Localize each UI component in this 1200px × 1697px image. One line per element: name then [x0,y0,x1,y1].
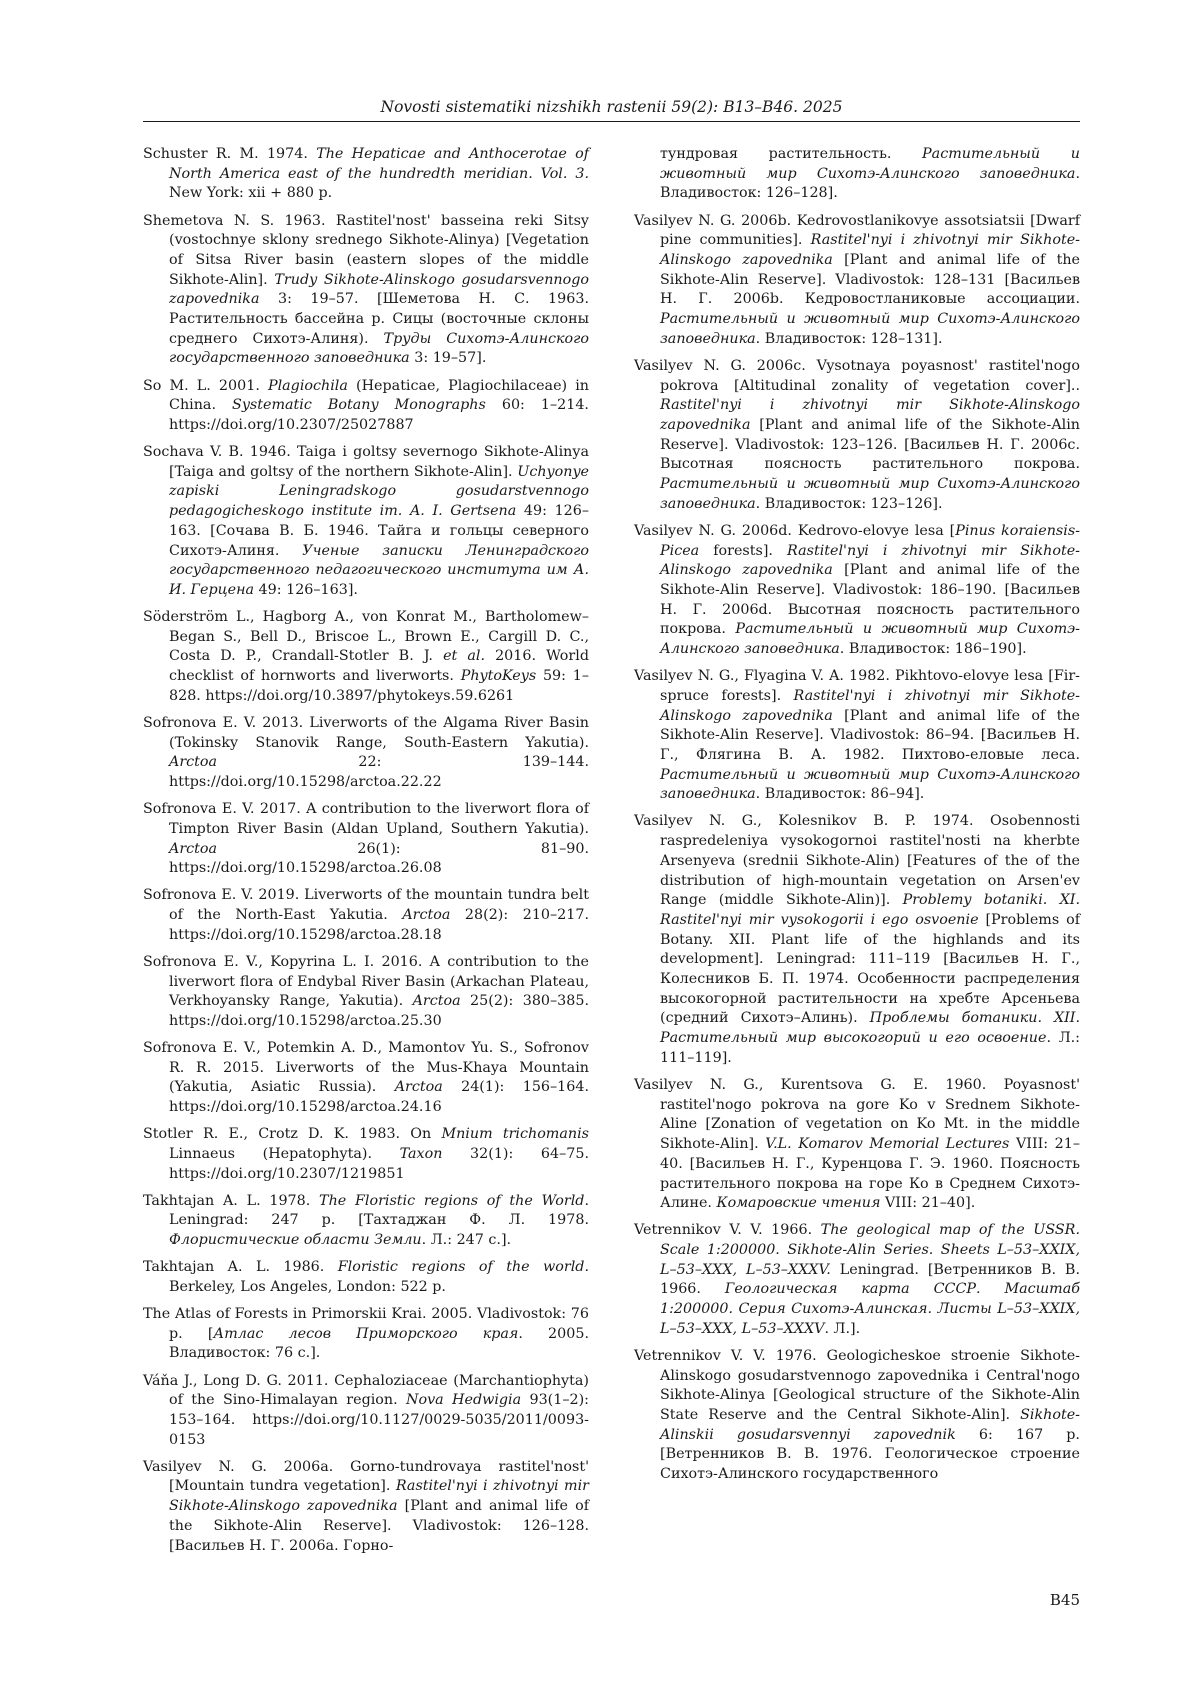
reference-italic-text: The geological map of the USSR. Scale 1:200000. Sikhote-Alin Series. Sheets L–53–XXIX, L–53–XXX, L–53–XXXV. [660,1222,1080,1278]
reference-entry [634,1347,1080,1485]
reference-text: [Plant and animal life of the Sikhote-Alin Reserve]. Vladivostok: 126–128. [Васильев Н. Г. 2006a. Горно- [169,1498,590,1554]
reference-text: Sofronova E. V. 2013. Liverworts of the Algama River Basin (Tokinsky Stanovik Range, South-Eastern Yakutia). [143,714,589,751]
reference-italic-text: Проблемы ботаники. XII. Растительный мир высокогорий и его освоение [660,1010,1080,1047]
reference-italic-text: The Hepaticae and Anthocerotae of North America east of the hundredth meridian. Vol. 3. [169,146,589,182]
reference-text: New York: xii + 880 p. [169,185,333,202]
reference-italic-text: Комаровские чтения [716,1195,881,1212]
page-number: B45 [1049,1591,1080,1609]
reference-italic-text: Rastitel'nyi i zhivotnyi mir Sikhote-Alinskogo zapovednika [660,687,1080,724]
reference-column-left [143,145,589,1564]
reference-text: Stotler R. E., Crotz D. K. 1983. On [143,1126,442,1143]
reference-text: Vasilyev N. G., Flyagina V. A. 1982. Pikhtovo-elovye lesa [Fir-spruce forests]. [634,668,1080,704]
reference-entry [634,667,1080,805]
reference-italic-text: et al. [443,648,485,665]
reference-italic-text: Arctoa [169,754,218,771]
reference-italic-text: Sikhote-Alinskii gosudarsvennyi zapovednik [660,1407,1080,1443]
reference-entry [634,1221,1080,1339]
reference-text: . Leningrad: 247 p. [Тахтаджан Ф. Л. 1978. [169,1192,589,1229]
reference-text: Vasilyev N. G., Kolesnikov B. P. 1974. Osobennosti raspredeleniya vysokogornoi rastitel'nosti na kherbte Arsenyeva (srednii Sikhote-Alin) [Features of the of the distribution of high-mountain vegetation on Arsen'ev Range (middle Sikhote-Alin)]. [634,813,1080,909]
reference-italic-text: Растительный и животный мир Сихотэ-Алинского заповедника [660,311,1080,347]
reference-italic-text: Растительный и животный мир Сихотэ-Алинского заповедника [660,146,1080,182]
reference-text: . Л.: 247 с.]. [421,1232,512,1249]
reference-italic-text: Rastitel'nyi i zhivotnyi mir Sikhote-Alinskogo zapovednika [660,232,1080,268]
reference-entry [634,522,1080,660]
reference-text: Sofronova E. V. 2017. A contribution to the liverwort flora of Timpton River Basin (Aldan Upland, Southern Yakutia). [143,801,589,837]
reference-italic-text: Uchyonye zapiski Leningradskogo gosudarstvennogo pedagogicheskogo institute im. A. I. Gertsena [169,463,589,520]
reference-entry [634,812,1080,1068]
reference-italic-text: Rastitel'nyi i zhivotnyi mir Sikhote-Alinskogo zapovednika [660,397,1080,433]
reference-entry [143,886,589,945]
reference-italic-text: Nova Hedwigia [405,1392,522,1409]
reference-entry [143,145,589,204]
reference-continuation [634,145,1080,204]
reference-italic-text: Arctoa [169,840,218,857]
reference-italic-text: Arctoa [402,907,451,924]
reference-text: The Atlas of Forests in Primorskii Krai. 2005. Vladivostok: 76 p. [ [143,1306,589,1342]
reference-text: Vasilyev N. G. 2006d. Kedrovo-elovye lesa [ [634,522,956,539]
reference-text: . Л.: 111–119]. [660,1030,1080,1066]
reference-text: Shemetova N. S. 1963. Rastitel'nost' basseina reki Sitsy (vostochnye sklony srednego Sikhote-Alinya) [Vegetation of Sitsa River basin (eastern slopes of the middle Sikhote-Alin]. [143,212,589,288]
reference-italic-text: Trudy Sikhote-Alinskogo gosudarsvennogo zapovednika [169,271,589,308]
reference-italic-text: Растительный и животный мир Сихотэ-Алинского заповедника [660,621,1080,658]
reference-text: VIII: 21–40]. [880,1195,976,1212]
reference-italic-text: The Floristic regions of the World [319,1192,585,1209]
reference-text: . Владивосток: 86–94]. [755,786,925,803]
reference-text: 6: 167 p. [Ветренников В. В. 1976. Геологическое строение Сихотэ-Алинского государственного [660,1426,1080,1483]
reference-text: Leningrad. [Ветренников В. В. 1966. [660,1261,1080,1298]
reference-entry [143,443,589,601]
reference-text: . Владивосток: 126–128]. [660,165,1080,202]
reference-text: 26(1): 81–90. https://doi.org/10.15298/arctoa.26.08 [169,840,589,877]
reference-text: . Владивосток: 123–126]. [755,495,943,512]
reference-column-right [634,145,1080,1492]
reference-text: Söderström L., Hagborg A., von Konrat M., Bartholomew–Began S., Bell D., Briscoe L., Brown E., Cargill D. C., Costa D. P., Crandall-Stotler B. J. [143,609,589,665]
reference-entry [634,357,1080,515]
reference-italic-text: Taxon [399,1145,443,1162]
reference-italic-text: Растительный и животный мир Сихотэ-Алинского заповедника [660,476,1080,512]
reference-text: Vetrennikov V. V. 1976. Geologicheskoe stroenie Sikhote-Alinskogo gosudarstvennogo zapovednika i Central'nogo Sikhote-Alinya [Geological structure of the Sikhote-Alin State Reserve and the Central Sikhote-Alin]. [634,1347,1080,1424]
reference-text: [Plant and animal life of the Sikhote-Alin Reserve]. Vladivostok: 186–190. [Васильев Н. Г. 2006d. Высотная поясность растительного покрова. [660,562,1080,638]
reference-entry [143,1458,589,1557]
reference-text: Sofronova E. V., Kopyrina L. I. 2016. A contribution to the liverwort flora of Endybal River Basin (Arkachan Plateau, Verkhoyansky Range, Yakutia). [143,953,589,1010]
reference-italic-text: PhytoKeys [460,668,537,685]
reference-text: . 2005. Владивосток: 76 с.]. [169,1325,589,1362]
reference-italic-text: Systematic Botany Monographs [232,397,486,414]
reference-italic-text: Floristic regions of the world. [337,1259,589,1276]
reference-text: 59: 1–828. https://doi.org/10.3897/phytokeys.59.6261 [169,668,589,704]
reference-italic-text: Атлас лесов Приморского края [213,1325,519,1342]
reference-text: . Владивосток: 128–131]. [755,330,943,347]
reference-text: 60: 1–214. https://doi.org/10.2307/25027887 [169,397,589,433]
reference-text: Vasilyev N. G., Kurentsova G. E. 1960. Poyasnost' rastitel'nogo pokrova na gore Ko v Srednem Sikhote-Aline [Zonation of vegetation on Ko Mt. in the middle Sikhote-Alin]. [634,1076,1080,1153]
reference-text: . Л.]. [824,1320,861,1337]
reference-text: So M. L. 2001. [143,377,268,394]
reference-entry [143,377,589,436]
reference-text: 3: 19–57. [Шеметова Н. С. 1963. Растительность бассейна р. Сицы (восточные склоны среднего Сихотэ-Алиня). [169,291,589,347]
reference-text: Berkeley, Los Angeles, London: 522 p. [169,1278,446,1295]
reference-italic-text: Геологическая карта СССР. Масштаб 1:200000. Серия Сихотэ-Алинская. Листы L–53–XXIX, L–53–XXX, L–53–XXXV [660,1281,1080,1337]
reference-entry [143,714,589,793]
reference-italic-text: Флористические области Земли [169,1232,422,1249]
reference-text: 22: 139–144. https://doi.org/10.15298/arctoa.22.22 [169,754,589,791]
reference-text: Takhtajan A. L. 1986. [143,1259,338,1276]
reference-text: Sochava V. B. 1946. Taiga i goltsy severnogo Sikhote-Alinya [Taiga and goltsy of the northern Sikhote-Alin]. [143,444,589,480]
reference-italic-text: Труды Сихотэ-Алинского государственного заповедника [169,330,589,367]
reference-text: 32(1): 64–75. https://doi.org/10.2307/1219851 [169,1145,589,1182]
header-rule [143,121,1080,122]
reference-italic-text: Problemy botaniki. XI. Rastitel'nyi mir vysokogorii i ego osvoenie [660,892,1080,928]
reference-text: Sofronova E. V. 2019. Liverworts of the mountain tundra belt of the North-East Yakutia. [143,887,589,924]
reference-entry [143,212,589,370]
reference-text: Vasilyev N. G. 2006a. Gorno-tundrovaya rastitel'nost' [Mountain tundra vegetation]. [143,1458,589,1495]
reference-text: 24(1): 156–164. https://doi.org/10.15298/arctoa.24.16 [169,1079,589,1116]
reference-italic-text: Rastitel'nyi i zhivotnyi mir Sikhote-Alinskogo zapovednika [660,542,1080,579]
reference-text: [Plant and animal life of the Sikhote-Alin Reserve]. Vladivostok: 123–126. [Васильев Н. Г. 2006c. Высотная поясность растительного покрова. [660,416,1080,473]
reference-text: VIII: 21–40. [Васильев Н. Г., Куренцова Г. Э. 1960. Поясность растительного покрова на горе Ко в Среднем Сихотэ-Алине. [660,1136,1080,1212]
reference-italic-text: V.L. Komarov Memorial Lectures [765,1136,1010,1153]
reference-text: 2016. World checklist of hornworts and liverworts. [169,648,589,685]
reference-italic-text: Arctoa [394,1079,443,1096]
reference-text: forests]. [699,542,787,559]
reference-text: 25(2): 380–385. https://doi.org/10.15298/arctoa.25.30 [169,993,589,1029]
reference-text: Takhtajan A. L. 1978. [143,1192,320,1209]
reference-text: Linnaeus (Hepatophyta). [169,1145,400,1162]
reference-text: 49: 126–163]. [254,581,358,598]
reference-italic-text: Pinus koraiensis-Picea [660,522,1080,559]
reference-entry [143,953,589,1032]
reference-entry [143,1305,589,1364]
reference-entry [143,1192,589,1251]
reference-text: Sofronova E. V., Potemkin A. D., Mamontov Yu. S., Sofronov R. R. 2015. Liverworts of the Mus-Khaya Mountain (Yakutia, Asiatic Russia). [143,1040,589,1096]
reference-italic-text: Mnium trichomanis [441,1126,589,1143]
reference-text: 93(1–2): 153–164. https://doi.org/10.1127/0029-5035/2011/0093-0153 [169,1392,589,1448]
reference-text: Schuster R. M. 1974. [143,146,317,162]
reference-italic-text: Ученые записки Ленинградского государственного педагогического института им А. И. Герцена [169,542,589,598]
reference-entry [634,212,1080,350]
reference-text: . Владивосток: 186–190]. [839,641,1027,658]
reference-entry [634,1076,1080,1214]
reference-italic-text: Rastitel'nyi i zhivotnyi mir Sikhote-Alinskogo zapovednika [169,1478,589,1515]
reference-text: Váňa J., Long D. G. 2011. Cephaloziaceae (Marchantiophyta) of the Sino-Himalayan region. [143,1372,589,1409]
running-header: Novosti sistematiki nizshikh rastenii 59(2): B13–B46. 2025 [380,98,843,116]
reference-text: Vasilyev N. G. 2006c. Vysotnaya poyasnost' rastitel'nogo pokrova [Altitudinal zonality of vegetation cover].. [634,357,1080,394]
reference-entry [143,1372,589,1451]
reference-italic-text: Arctoa [412,993,461,1010]
reference-entry [143,1258,589,1297]
reference-entry [143,1039,589,1118]
reference-entry [143,608,589,707]
reference-text: 3: 19–57]. [409,350,487,367]
reference-text: (Hepaticae, Plagiochilaceae) in China. [169,377,589,414]
reference-italic-text: Растительный и животный мир Сихотэ-Алинского заповедника [660,766,1080,803]
reference-text: тундровая растительность. [660,146,923,162]
reference-italic-text: Plagiochila [267,377,348,394]
reference-text: Vasilyev N. G. 2006b. Kedrovostlanikovye assotsiatsii [Dwarf pine communities]. [634,212,1080,249]
reference-entry [143,1125,589,1184]
reference-text: 49: 126–163. [Сочава В. Б. 1946. Тайга и гольцы северного Сихотэ-Алиня. [169,503,590,559]
reference-text: 28(2): 210–217. https://doi.org/10.15298/arctoa.28.18 [169,907,589,943]
reference-text: [Plant and animal life of the Sikhote-Alin Reserve]. Vladivostok: 128–131 [Васильев Н. Г. 2006b. Кедровостланиковые ассоциации. [660,251,1080,308]
reference-entry [143,800,589,879]
reference-text: [Problems of Botany. XII. Plant life of the highlands and its development]. Leningrad: 111–119 [Васильев Н. Г., Колесников Б. П. 1974. Особенности распределения высокогорной растительности на хребте Арсеньева (средний Сихотэ–Алинь). [660,911,1080,1027]
reference-text: Vetrennikov V. V. 1966. [634,1222,821,1239]
reference-text: [Plant and animal life of the Sikhote-Alin Reserve]. Vladivostok: 86–94. [Васильев Н. Г., Флягина В. А. 1982. Пихтово-еловые леса. [660,707,1080,763]
